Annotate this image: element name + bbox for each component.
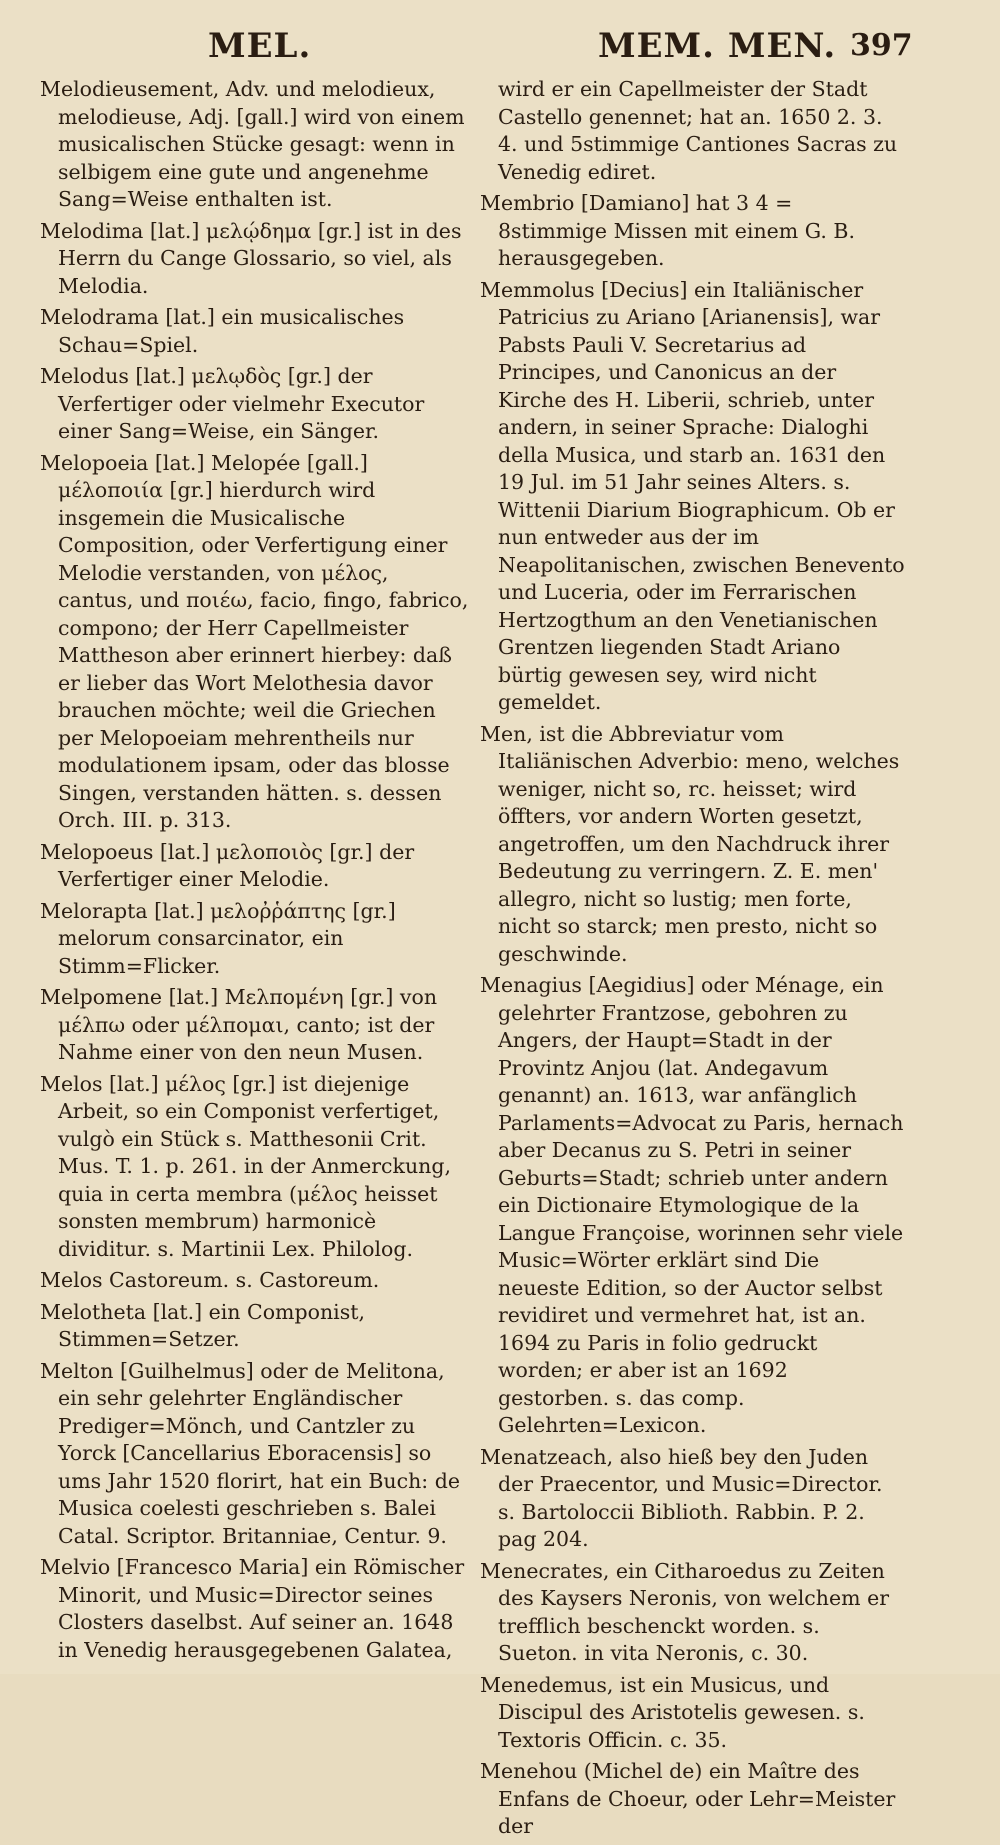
page-number: 397 [850,28,913,63]
entry-men: Men, ist die Abbreviatur vom Italiänischen Adverbio: meno, welches weniger, nicht so, rc. heisset; wird öffters, vor andern Worten gesetzt, angetroffen, um den Nachdruck ihrer Bedeutung zu verringern. Z. E. men' allegro, nicht so lustig; men forte, nicht so starck; men presto, nicht so geschwinde. [480,721,900,966]
entry-melton: Melton [Guilhelmus] oder de Melitona, ein sehr gelehrter Engländischer Prediger=Mönch, und Cantzler zu Yorck [Cancellarius Eboracensis] so ums Jahr 1520 florirt, hat ein Buch: de Musica coelesti geschrieben s. Balei Catal. Scriptor. Britanniae, Centur. 9. [40,1358,460,1548]
entry-menecrates: Menecrates, ein Citharoedus zu Zeiten des Kaysers Neronis, von welchem er trefflich beschenckt worden. s. Sueton. in vita Neronis, c. 30. [480,1558,890,1665]
entry-membrio: Membrio [Damiano] hat 3 4 = 8stimmige Missen mit einem G. B. herausgegeben. [480,191,855,270]
entry-melos: Melos [lat.] μέλος [gr.] ist diejenige Arbeit, so ein Componist verfertiget, vulgò ein Stück s. Matthesonii Crit. Mus. T. 1. p. 261. in der Anmerckung, quia in certa membra (μέλος heisset sonsten membrum) harmonicè dividitur. s. Martinii Lex. Philolog. [40,1071,452,1261]
entry-menehou: Menehou (Michel de) ein Maître des Enfans de Choeur, oder Lehr=Meister der [480,1759,896,1838]
entry-melodieusement: Melodieusement, Adv. und melodieux, melodieuse, Adj. [gall.] wird von einem musicalischen Stücke gesagt: wenn in selbigem eine gute und angenehme Sang=Weise enthalten ist. [40,77,465,211]
running-header [0,18,1000,68]
entry-menedemus: Menedemus, ist ein Musicus, und Discipul des Aristotelis gewesen. s. Textoris Officin. c. 35. [480,1672,865,1752]
entry-menagius: Menagius [Aegidius] oder Ménage, ein gelehrter Frantzose, gebohren zu Angers, der Haupt=Stadt in der Provintz Anjou (lat. Andegavum genannt) an. 1613, war anfänglich Parlaments=Advocat zu Paris, hernach aber Decanus zu S. Petri in seiner Geburts=Stadt; schrieb unter andern ein Dictionaire Etymologique de la Langue Françoise, worinnen sehr viele Music=Wörter erklärt sind Die neueste Edition, so der Auctor selbst revidiret und vermehret hat, ist an. 1694 zu Paris in folio gedruckt worden; er aber ist an 1692 gestorben. s. das comp. Gelehrten=Lexicon. [480,973,904,1437]
entry-melodus: Melodus [lat.] μελῳδὸς [gr.] der Verfertiger oder vielmehr Executor einer Sang=Weise, ein Sänger. [40,364,425,443]
entry-melopoeia: Melopoeia [lat.] Melopée [gall.] μέλοποιία [gr.] hierdurch wird insgemein die Musicalische Composition, oder Verfertigung einer Melodie verstanden, von μέλος, cantus, und ποιέω, facio, fingo, fabrico, compono; der Herr Capellmeister Mattheson aber erinnert hierbey: daß er lieber das Wort Melothesia davor brauchen möchte; weil die Griechen per Melopoeiam mehrentheils nur modulationem ipsam, oder das blosse Singen, verstanden hätten. s. dessen Orch. III. p. 313. [40,450,469,832]
entry-melodrama: Melodrama [lat.] ein musicalisches Schau=Spiel. [40,305,405,357]
entry-melopoeus: Melopoeus [lat.] μελοποιὸς [gr.] der Verfertiger einer Melodie. [40,839,415,891]
left-column [40,76,470,1668]
entry-memmolus: Memmolus [Decius] ein Italiänischer Patricius zu Ariano [Arianensis], war Pabsts Pauli V. Secretarius ad Principes, und Canonicus an der Kirche des H. Liberii, schrieb, unter andern, in seiner Sprache: Dialoghi della Musica, und starb an. 1631 den 19 Jul. im 51 Jahr seines Alters. s. Wittenii Diarium Biographicum. Ob er nun entweder aus der im Neapolitanischen, zwischen Benevento und Luceria, oder im Ferrarischen Hertzogthum an den Venetianischen Grentzen liegenden Stadt Ariano bürtig gewesen sey, wird nicht gemeldet. [480,277,905,714]
right-column [480,76,905,1845]
entry-melvio: Melvio [Francesco Maria] ein Römischer Minorit, und Music=Director seines Closters daselbst. Auf seiner an. 1648 in Venedig herausgegebenen Galatea, [40,1555,465,1662]
entry-melpomene: Melpomene [lat.] Μελπομένη [gr.] von μέλπω oder μέλπομαι, canto; ist der Nahme einer von den neun Musen. [40,985,438,1064]
entry-melos-castoreum: Melos Castoreum. s. Castoreum. [40,1268,380,1292]
entry-melotheta: Melotheta [lat.] ein Componist, Stimmen=Setzer. [40,1299,365,1351]
header-middle: MEM. MEN. [598,26,837,66]
entry-menatzeach: Menatzeach, also hieß bey den Juden der Praecentor, und Music=Director. s. Bartoloccii Biblioth. Rabbin. P. 2. pag 204. [480,1444,883,1551]
entry-melvio-continued: wird er ein Capellmeister der Stadt Castello genennet; hat an. 1650 2. 3. 4. und 5stimmige Cantiones Sacras zu Venedig ediret. [498,77,898,184]
entry-melorapta: Melorapta [lat.] μελοῤῥάπτης [gr.] melorum consarcinator, ein Stimm=Flicker. [40,898,396,978]
header-left: MEL. [208,26,312,66]
entry-melodima: Melodima [lat.] μελῴδημα [gr.] ist in des Herrn du Cange Glossario, so viel, als Melodia. [40,218,462,298]
